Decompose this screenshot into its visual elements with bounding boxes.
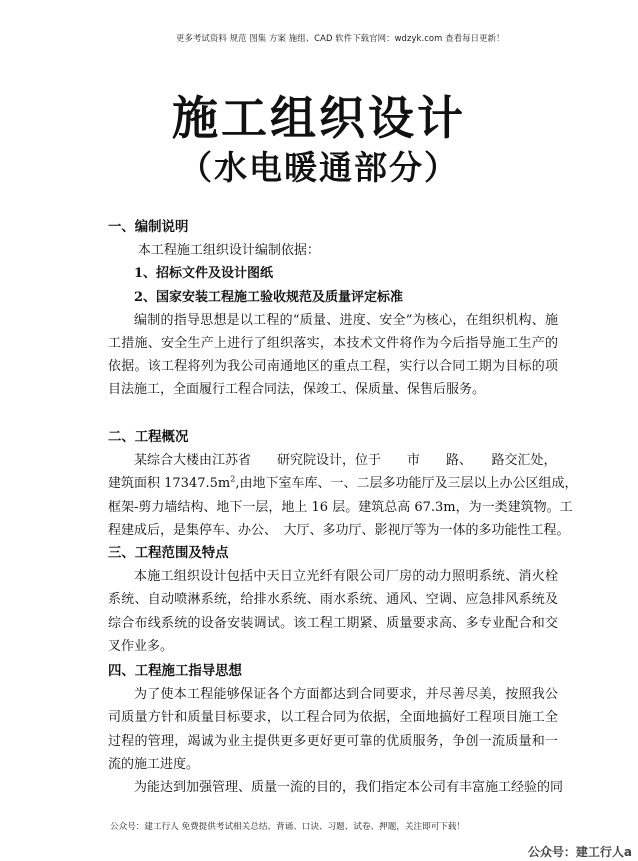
section-1 [108, 216, 558, 402]
section-4-paragraph-1: 为了使本工程能够保证各个方面都达到合同要求，并尽善尽美，按照我公司质量方针和质量目标要求，以工程合同为依据，全面地搞好工程项目施工全过程的管理，竭诚为业主提供更多更好更可靠的优质服务，争创一流质量和一流的施工进度。 [108, 687, 558, 772]
document-title: 施工组织设计 [172, 91, 466, 145]
section-4-heading: 四、工程施工指导思想 [108, 663, 242, 679]
section-1-item-2: 2、国家安装工程施工验收规范及质量评定标准 [134, 289, 404, 305]
watermark-text: 公众号：建工行人a [527, 845, 632, 859]
section-1-intro: 本工程施工组织设计编制依据： [137, 243, 320, 259]
section-2-line-1: 某综合大楼由江苏省 研究院设计，位于 市 路、 路交汇处， [134, 453, 557, 469]
section-3-paragraph: 本施工组织设计包括中天日立光纤有限公司厂房的动力照明系统、消火栓系统、自动喷淋系统，给排水系统、雨水系统、通风、空调、应急排风系统及综合布线系统的设备安装调试。该工程工期紧、质量要求高、多专业配合和交叉作业多。 [108, 569, 558, 654]
section-4-paragraph-2: 为能达到加强管理、质量一流的目的，我们指定本公司有丰富施工经验的同 [134, 780, 564, 796]
section-2-area-sup: 2 [230, 475, 236, 485]
section-3-heading: 三、工程范围及特点 [108, 545, 229, 561]
section-1-paragraph: 编制的指导思想是以工程的“质量、进度、安全”为核心，在组织机构、施工措施、安全生产上进行了组织落实，本技术文件将作为今后指导施工生产的依据。该工程将列为我公司南通地区的重点工程，实行以合同工期为目标的项目法施工，全面履行工程合同法，保竣工、保质量、保售后服务。 [108, 312, 558, 398]
section-2 [108, 426, 578, 542]
footer-note: 公众号：建工行人 免费提供考试相关总结、背诵、口诀、习题、试卷、押题，关注即可下载！ [110, 822, 466, 832]
document-subtitle: （水电暖通部分） [179, 148, 459, 187]
section-3 [108, 542, 558, 658]
section-2-area-rest: ,由地下室车库、一、二层多功能厅及三层以上办公区组成， [235, 476, 578, 492]
section-1-heading: 一、编制说明 [108, 219, 189, 235]
header-note: 更多考试资料 规范 图集 方案 施组、CAD 软件下载官网：wdzyk.com 查看每日更新！ [176, 33, 505, 43]
section-2-heading: 二、工程概况 [108, 429, 189, 445]
section-2-line-4: 程建成后，是集停车、办公、 大厅、多功厅、影视厅等为一体的多功能性工程。 [108, 522, 570, 538]
section-2-line-2 [108, 472, 578, 495]
section-1-item-1: 1、招标文件及设计图纸 [134, 266, 274, 282]
section-4 [108, 660, 564, 799]
section-2-line-3: 框架-剪力墙结构、地下一层，地上 16 层。建筑总高 67.3m，为一类建筑物。工 [108, 499, 573, 515]
section-2-area-text: 建筑面积 17347.5m [108, 476, 231, 492]
